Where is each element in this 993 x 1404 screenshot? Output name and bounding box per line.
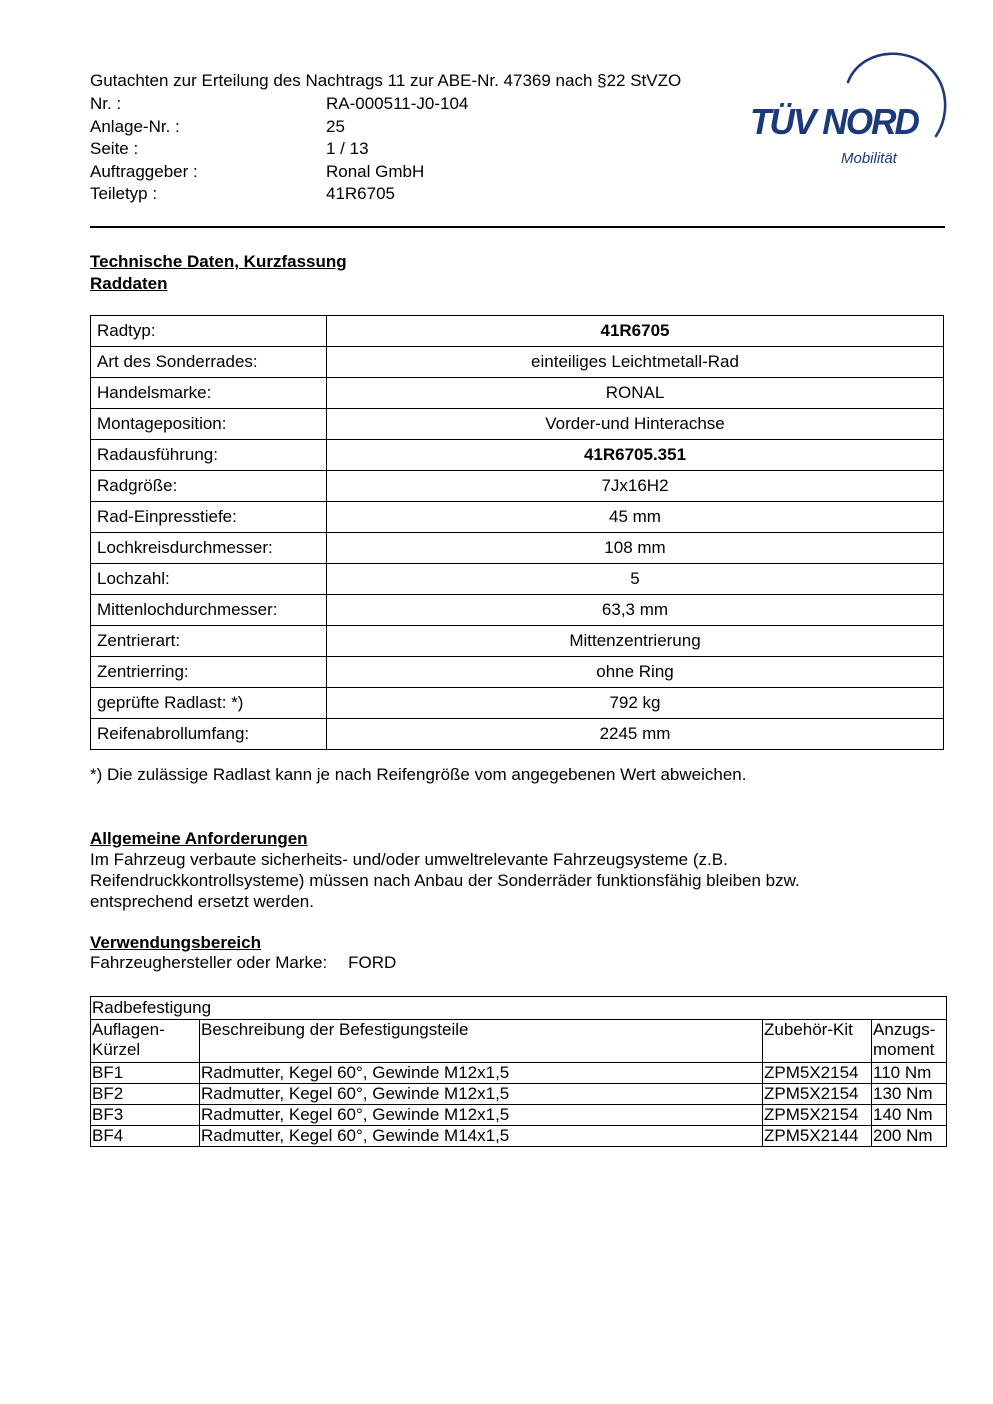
- row-value: Vorder-und Hinterachse: [327, 409, 944, 440]
- table-row: [91, 502, 944, 533]
- table-row: [91, 471, 944, 502]
- table-row: [91, 409, 944, 440]
- cell-torque: 130 Nm: [872, 1084, 947, 1105]
- row-value: einteiliges Leichtmetall-Rad: [327, 347, 944, 378]
- table-row: [91, 378, 944, 409]
- document-title: Gutachten zur Erteilung des Nachtrags 11 zur ABE-Nr. 47369 nach §22 StVZO: [90, 71, 682, 90]
- section-heading-technical: Technische Daten, Kurzfassung: [90, 252, 347, 271]
- cell-torque: 140 Nm: [872, 1105, 947, 1126]
- row-label: Mittenlochdurchmesser:: [91, 595, 327, 626]
- row-label: Zentrierring:: [91, 657, 327, 688]
- paragraph-line: entsprechend ersetzt werden.: [90, 892, 314, 911]
- header-code-line1: Auflagen-: [92, 1020, 165, 1039]
- paragraph-line: Im Fahrzeug verbaute sicherheits- und/oder umweltrelevante Fahrzeugsysteme (z.B.: [90, 850, 728, 869]
- header-torque-line1: Anzugs-: [873, 1020, 936, 1039]
- header-value: Ronal GmbH: [326, 161, 425, 181]
- header-torque-line2: moment: [873, 1040, 935, 1059]
- section-heading-wheel-data: Raddaten: [90, 274, 168, 293]
- row-value: 792 kg: [327, 688, 944, 719]
- row-label: Rad-Einpresstiefe:: [91, 502, 327, 533]
- row-label: geprüfte Radlast: *): [91, 688, 327, 719]
- row-value: 108 mm: [327, 533, 944, 564]
- manufacturer-value: FORD: [348, 953, 397, 972]
- section-heading-usage: Verwendungsbereich: [90, 933, 261, 952]
- cell-kit: ZPM5X2154: [763, 1084, 872, 1105]
- table-row: [91, 626, 944, 657]
- header-code: [91, 1020, 200, 1063]
- table-row: [91, 440, 944, 471]
- row-value: 41R6705.351: [327, 440, 944, 471]
- section-heading-general: Allgemeine Anforderungen: [90, 829, 308, 848]
- header-value: 25: [326, 116, 345, 136]
- cell-kit: ZPM5X2154: [763, 1063, 872, 1084]
- table-row: [91, 595, 944, 626]
- row-value: 41R6705: [327, 316, 944, 347]
- row-label: Zentrierart:: [91, 626, 327, 657]
- cell-code: BF1: [91, 1063, 200, 1084]
- table-row: [91, 316, 944, 347]
- logo-brand: TÜV NORD: [750, 101, 919, 142]
- header-torque: [872, 1020, 947, 1063]
- row-value: 63,3 mm: [327, 595, 944, 626]
- header-divider: [90, 226, 945, 228]
- header-info: [90, 93, 590, 206]
- table-row: [91, 1063, 947, 1084]
- header-label: Anlage-Nr. :: [90, 116, 180, 136]
- table-row: [91, 1126, 947, 1147]
- row-label: Radausführung:: [91, 440, 327, 471]
- row-value: 5: [327, 564, 944, 595]
- fastening-title-row: [91, 997, 947, 1020]
- header-label: Seite :: [90, 139, 139, 158]
- header-row-nr: [90, 93, 590, 116]
- wheel-data-table: [90, 315, 944, 750]
- cell-kit: ZPM5X2154: [763, 1105, 872, 1126]
- row-label: Montageposition:: [91, 409, 327, 440]
- header-label: Auftraggeber :: [90, 161, 198, 181]
- manufacturer-line: [90, 953, 396, 973]
- row-label: Handelsmarke:: [91, 378, 327, 409]
- header-row-teiletyp: [90, 183, 590, 206]
- row-label: Radtyp:: [91, 316, 327, 347]
- header-kit: Zubehör-Kit: [763, 1020, 872, 1063]
- table-row: [91, 657, 944, 688]
- row-value: ohne Ring: [327, 657, 944, 688]
- cell-description: Radmutter, Kegel 60°, Gewinde M12x1,5: [200, 1084, 763, 1105]
- cell-torque: 110 Nm: [872, 1063, 947, 1084]
- cell-description: Radmutter, Kegel 60°, Gewinde M12x1,5: [200, 1105, 763, 1126]
- fastening-title: Radbefestigung: [91, 997, 947, 1020]
- cell-torque: 200 Nm: [872, 1126, 947, 1147]
- row-value: 2245 mm: [327, 719, 944, 750]
- general-requirements-text: [90, 849, 800, 912]
- manufacturer-label: Fahrzeughersteller oder Marke:: [90, 953, 328, 972]
- row-value: 7Jx16H2: [327, 471, 944, 502]
- header-row-anlage: [90, 116, 590, 139]
- header-value: 41R6705: [326, 184, 396, 203]
- row-label: Art des Sonderrades:: [91, 347, 327, 378]
- row-value: Mittenzentrierung: [327, 626, 944, 657]
- paragraph-line: Reifendruckkontrollsysteme) müssen nach Anbau der Sonderräder funktionsfähig bleiben bzw.: [90, 871, 800, 890]
- header-value: 1 / 13: [326, 139, 369, 158]
- row-value: 45 mm: [327, 502, 944, 533]
- header-label: Nr. :: [90, 94, 122, 113]
- header-row-auftraggeber: [90, 161, 590, 184]
- header-value: RA-000511-J0-104: [326, 94, 469, 113]
- tuv-nord-logo: [748, 46, 948, 171]
- row-label: Lochzahl:: [91, 564, 327, 595]
- table-row: [91, 347, 944, 378]
- cell-code: BF4: [91, 1126, 200, 1147]
- fastening-table: [90, 996, 947, 1147]
- header-label: Teiletyp :: [90, 184, 158, 203]
- cell-code: BF2: [91, 1084, 200, 1105]
- cell-code: BF3: [91, 1105, 200, 1126]
- header-row-seite: [90, 138, 590, 161]
- fastening-header-row: [91, 1020, 947, 1063]
- header-code-line2: Kürzel: [92, 1040, 141, 1059]
- row-value: RONAL: [327, 378, 944, 409]
- cell-description: Radmutter, Kegel 60°, Gewinde M14x1,5: [200, 1126, 763, 1147]
- cell-kit: ZPM5X2144: [763, 1126, 872, 1147]
- header-description: Beschreibung der Befestigungsteile: [200, 1020, 763, 1063]
- table-row: [91, 533, 944, 564]
- table-row: [91, 688, 944, 719]
- table-row: [91, 719, 944, 750]
- logo-subtitle: Mobilität: [841, 150, 897, 167]
- row-label: Lochkreisdurchmesser:: [91, 533, 327, 564]
- table-row: [91, 1105, 947, 1126]
- table-row: [91, 564, 944, 595]
- row-label: Reifenabrollumfang:: [91, 719, 327, 750]
- row-label: Radgröße:: [91, 471, 327, 502]
- table-row: [91, 1084, 947, 1105]
- cell-description: Radmutter, Kegel 60°, Gewinde M12x1,5: [200, 1063, 763, 1084]
- footnote: *) Die zulässige Radlast kann je nach Reifengröße vom angegebenen Wert abweichen.: [90, 765, 747, 784]
